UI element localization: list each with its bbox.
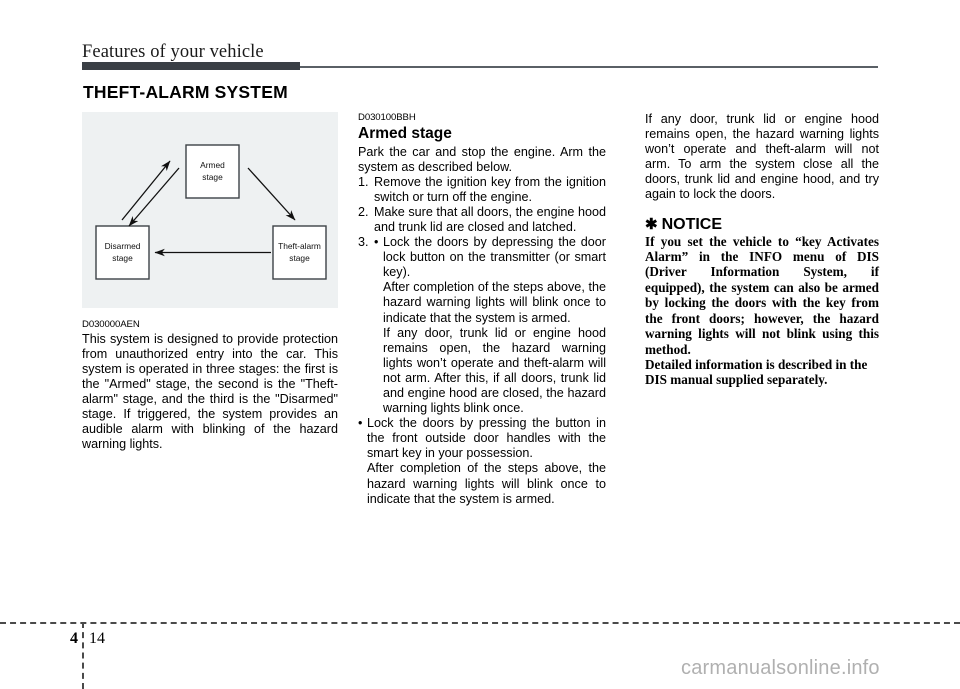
state-box-theftalarm-line2: stage bbox=[289, 253, 310, 263]
armed-stage-subhead: Armed stage bbox=[358, 124, 452, 142]
chapter-number: 4 bbox=[70, 630, 78, 647]
column-three bbox=[645, 112, 879, 388]
bullet-glyph: • bbox=[374, 235, 379, 250]
state-box-disarmed-line2: stage bbox=[112, 253, 133, 263]
notice-paragraph-one: If you set the vehicle to “key Activates Alarm” in the INFO menu of DIS (Driver Information System, if equipped), the system can also be armed by locking the doors with the key from the front doors; however, the hazard warning lights will not blink using this method. bbox=[645, 233, 879, 357]
bullet2-paragraph: After completion of the steps above, the hazard warning lights will blink once to indicate that the system is armed. bbox=[367, 461, 606, 506]
bullet-item-text: Lock the doors by pressing the button in the front outside door handles with the smart key in your possession. bbox=[367, 416, 606, 461]
column-three-paragraph: If any door, trunk lid or engine hood remains open, the hazard warning lights won’t operate and theft-alarm will not arm. To arm the system close all the doors, trunk lid and engine hood, and try again to lock the doors. bbox=[645, 112, 879, 202]
list-item bbox=[358, 235, 606, 416]
running-head: Features of your vehicle bbox=[82, 42, 264, 62]
item3-paragraph-two: If any door, trunk lid or engine hood remains open, the hazard warning lights won’t operate and theft-alarm will not arm. After this, if all doors, trunk lid and engine hood are closed, the hazard warning lights blink once. bbox=[383, 325, 606, 416]
list-item-number: 1. bbox=[358, 174, 369, 189]
bullet-item bbox=[358, 416, 606, 461]
column-two bbox=[358, 112, 606, 507]
state-box-disarmed-line1: Disarmed bbox=[104, 241, 141, 251]
list-item bbox=[358, 175, 606, 205]
state-box-theftalarm-line1: Theft-alarm bbox=[278, 241, 321, 251]
bullet-glyph: • bbox=[358, 416, 363, 431]
state-box-armed-line1: Armed bbox=[200, 160, 225, 170]
list-item-text: Remove the ignition key from the ignition switch or turn off the engine. bbox=[374, 174, 606, 204]
armed-stage-intro: Park the car and stop the engine. Arm the system as described below. bbox=[358, 144, 606, 174]
bullet-item-text: Lock the doors by depressing the door lock button on the transmitter (or smart key). bbox=[383, 235, 606, 280]
state-box-armed-line2: stage bbox=[202, 172, 223, 182]
list-item-text: Make sure that all doors, the engine hood and trunk lid are closed and latched. bbox=[374, 204, 606, 234]
item3-paragraph-one: After completion of the steps above, the hazard warning lights will blink once to indicate that the system is armed. bbox=[383, 280, 606, 325]
notice-star-icon: ✱ bbox=[645, 215, 658, 233]
column-two-code: D030100BBH bbox=[358, 112, 416, 123]
arrow-armed-to-disarmed bbox=[129, 168, 179, 226]
page-number: 14 bbox=[89, 630, 105, 647]
column-one-code: D030000AEN bbox=[82, 319, 140, 330]
footer-divider-vertical bbox=[82, 622, 84, 689]
list-item bbox=[358, 205, 606, 235]
header-rule-thick bbox=[82, 62, 300, 70]
column-one-paragraph: This system is designed to provide protection from unauthorized entry into the car. This system is operated in three stages: the first is the "Armed" stage, the second is the "Theft-alarm" stage, and the third is the "Disarmed" stage. If triggered, the system provides an audible alarm with blinking of the hazard warning lights. bbox=[82, 331, 338, 452]
notice-title: NOTICE bbox=[661, 215, 723, 233]
arrow-disarmed-to-armed bbox=[122, 161, 170, 220]
notice-paragraph-two: Detailed information is described in the DIS manual supplied separately. bbox=[645, 356, 868, 388]
column-one bbox=[82, 112, 338, 452]
list-item-number: 2. bbox=[358, 204, 369, 219]
list-item-number: 3. bbox=[358, 235, 369, 250]
header-rule-thin bbox=[300, 66, 878, 68]
watermark: carmanualsonline.info bbox=[681, 657, 880, 679]
page-title: THEFT-ALARM SYSTEM bbox=[83, 82, 288, 102]
theft-alarm-stage-diagram bbox=[82, 112, 338, 308]
notice-heading bbox=[645, 217, 879, 232]
arrow-armed-to-theftalarm bbox=[248, 168, 295, 220]
bullet-item bbox=[374, 235, 606, 280]
footer-divider-horizontal bbox=[0, 622, 960, 624]
